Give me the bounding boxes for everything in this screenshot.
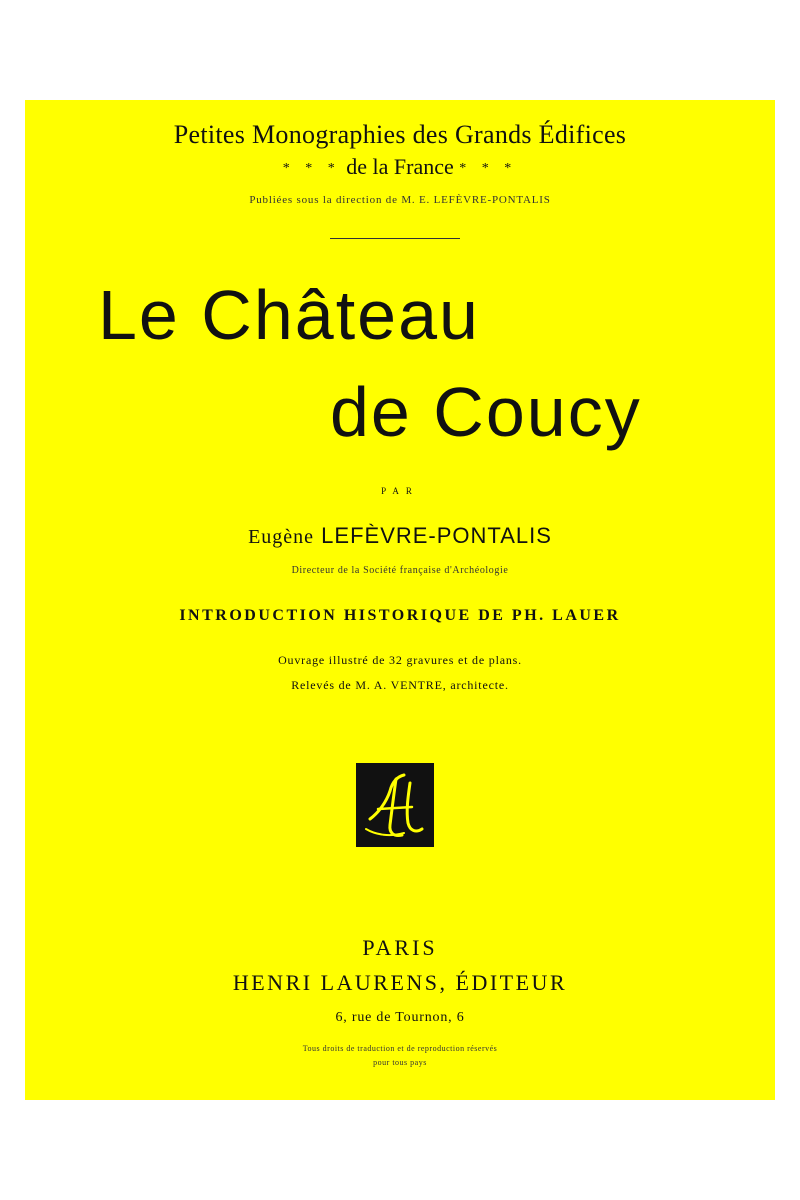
ornament-stars-right: * * * xyxy=(459,161,518,176)
imprint-address: 6, rue de Tournon, 6 xyxy=(335,1010,465,1025)
book-title-line-2: de Coucy xyxy=(330,373,642,451)
imprint-city: PARIS xyxy=(362,935,438,960)
book-title-line-1: Le Château xyxy=(98,276,480,354)
series-title: Petites Monographies des Grands Édifices xyxy=(173,120,627,149)
rights-notice-line-1: Tous droits de traduction et de reproduction réservés xyxy=(302,1044,498,1053)
series-direction: Publiées sous la direction de M. E. LEFÈVRE-PONTALIS xyxy=(249,194,551,206)
byline-par: PAR xyxy=(381,486,419,496)
series-subtitle-text: de la France xyxy=(346,154,454,179)
divider-rule xyxy=(330,238,460,239)
ornament-stars-left: * * * xyxy=(282,161,341,176)
introduction-credit: INTRODUCTION HISTORIQUE DE PH. LAUER xyxy=(179,607,621,624)
publisher-monogram-icon xyxy=(356,763,434,847)
book-cover xyxy=(25,100,775,1100)
author-role: Directeur de la Société française d'Archéologie xyxy=(291,565,509,576)
illustrations-note: Ouvrage illustré de 32 gravures et de plans. xyxy=(278,653,522,667)
author-first-name: Eugène xyxy=(248,526,315,548)
author-last-name: LEFÈVRE-PONTALIS xyxy=(321,523,552,548)
author-name xyxy=(25,523,775,549)
rights-notice-line-2: pour tous pays xyxy=(373,1058,427,1067)
imprint-publisher: HENRI LAURENS, ÉDITEUR xyxy=(232,970,568,995)
surveys-credit: Relevés de M. A. VENTRE, architecte. xyxy=(291,678,509,692)
series-subtitle xyxy=(25,154,775,180)
